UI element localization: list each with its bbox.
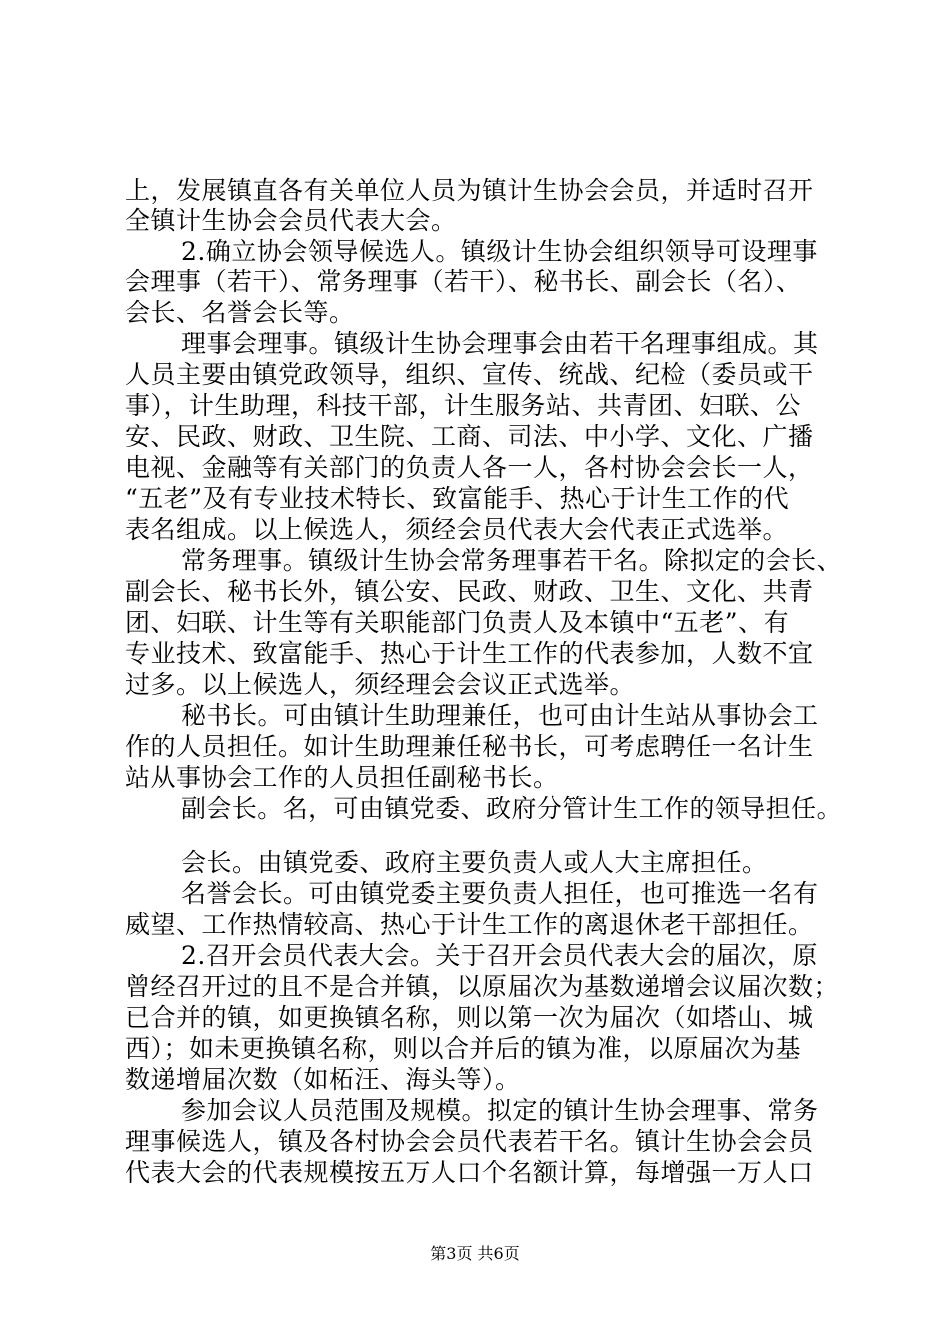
text-line: 全镇计生协会会员代表大会。 xyxy=(125,206,457,235)
text-line: 过多。以上候选人，须经理会会议正式选举。 xyxy=(125,670,636,699)
text-line: 数递增届次数（如柘汪、海头等）。 xyxy=(125,1065,521,1094)
text-line: 表名组成。以上候选人，须经会员代表大会代表正式选举。 xyxy=(125,515,789,544)
page-number-footer: 第3页 共6页 xyxy=(430,1244,520,1263)
text-line: 会长、名誉会长等。 xyxy=(125,298,355,327)
text-line: 名誉会长。可由镇党委主要负责人担任，也可推选一名有 xyxy=(181,879,819,908)
text-line: 会长。由镇党委、政府主要负责人或人大主席担任。 xyxy=(181,848,768,877)
text-line: 秘书长。可由镇计生助理兼任，也可由计生站从事协会工 xyxy=(181,701,819,730)
text-line: 副会长。名，可由镇党委、政府分管计生工作的领导担任。 xyxy=(181,794,843,823)
text-line: 事），计生助理，科技干部，计生服务站、共青团、妇联、公 xyxy=(125,391,802,420)
text-line: 专业技术、致富能手、热心于计生工作的代表参加，人数不宜 xyxy=(125,639,814,668)
text-line: 常务理事。镇级计生协会常务理事若干名。除拟定的会长、 xyxy=(181,546,843,575)
text-line: 电视、金融等有关部门的负责人各一人，各村协会会长一人， xyxy=(125,453,814,482)
text-line: 上，发展镇直各有关单位人员为镇计生协会会员，并适时召开 xyxy=(125,176,814,205)
text-line: 参加会议人员范围及规模。拟定的镇计生协会理事、常务 xyxy=(181,1096,819,1125)
text-line: 副会长、秘书长外，镇公安、民政、财政、卫生、文化、共青 xyxy=(125,577,814,606)
text-line: “五老”及有专业技术特长、致富能手、热心于计生工作的代 xyxy=(125,484,790,513)
text-line: 理事候选人，镇及各村协会会员代表若干名。镇计生协会会员 xyxy=(125,1127,814,1156)
text-line: 西）；如未更换镇名称，则以合并后的镇为准，以原届次为基 xyxy=(125,1034,802,1063)
text-line: 安、民政、财政、卫生院、工商、司法、中小学、文化、广播 xyxy=(125,422,814,451)
text-line: 已合并的镇，如更换镇名称，则以第一次为届次（如塔山、城 xyxy=(125,1003,814,1032)
text-line: 人员主要由镇党政领导，组织、宣传、统战、纪检（委员或干 xyxy=(125,360,814,389)
text-line: 威望、工作热情较高、热心于计生工作的离退休老干部担任。 xyxy=(125,910,814,939)
text-line: 站从事协会工作的人员担任副秘书长。 xyxy=(125,763,559,792)
text-line: 曾经召开过的且不是合并镇，以原届次为基数递增会议届次数； xyxy=(125,972,840,1001)
text-line: 2.召开会员代表大会。关于召开会员代表大会的届次，原 xyxy=(181,941,818,970)
text-line: 代表大会的代表规模按五万人口个名额计算，每增强一万人口 xyxy=(125,1158,814,1187)
text-line: 团、妇联、计生等有关职能部门负责人及本镇中“五老”、有 xyxy=(125,608,790,637)
text-line: 2.确立协会领导候选人。镇级计生协会组织领导可设理事 xyxy=(181,237,818,266)
text-line: 会理事（若干）、常务理事（若干）、秘书长、副会长（名）、 xyxy=(125,267,802,296)
text-line: 理事会理事。镇级计生协会理事会由若干名理事组成。其 xyxy=(181,329,819,358)
text-line: 作的人员担任。如计生助理兼任秘书长，可考虑聘任一名计生 xyxy=(125,732,814,761)
